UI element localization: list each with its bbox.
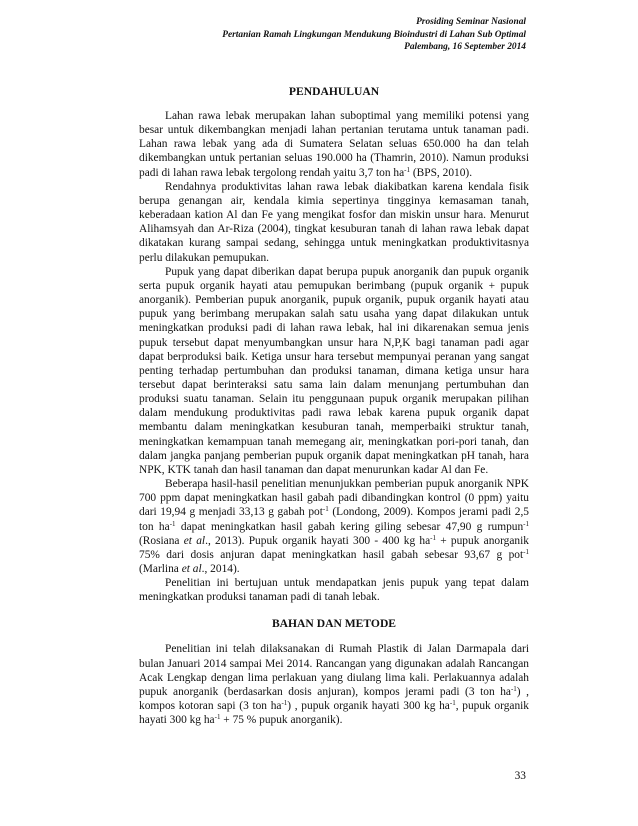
running-header [222, 16, 526, 54]
header-proceedings-title: Prosiding Seminar Nasional [416, 17, 526, 27]
paragraph-intro-5: Penelitian ini bertujuan untuk mendapatkan jenis pupuk yang tepat dalam meningkatkan produksi tanaman padi di tanah lebak. [139, 577, 529, 604]
paragraph-intro-2: Rendahnya produktivitas lahan rawa lebak diakibatkan karena kendala fisik berupa genangan air, kendala kimia sepertinya tingginya kemasaman tanah, keberadaan kation Al dan Fe yang mengikat fosfor dan miskin unsur hara. Menurut Alihamsyah dan Ar-Riza (2004), tingkat kesuburan tanah di lahan rawa lebak dapat dikatakan kurang sampai sedang, sehingga untuk meningkatkan produktivitasnya perlu dilakukan pemupukan. [139, 180, 529, 264]
section-heading-bahan-dan-metode: BAHAN DAN METODE [271, 617, 397, 631]
paragraph-intro-3: Pupuk yang dapat diberikan dapat berupa pupuk anorganik dan pupuk organik serta pupuk organik hayati atau pemupukan berimbang (pupuk organik + pupuk anorganik). Pemberian pupuk anorganik, pupuk organik, pupuk organik hayati atau pupuk yang berimbang merupakan salah satu usaha yang dapat dilakukan untuk meningkatkan produksi padi di lahan rawa lebak, hal ini dikarenakan semua jenis pupuk tersebut dapat menyumbangkan unsur hara N,P,K bagi tanaman padi agar dapat berproduksi baik. Ketiga unsur hara tersebut mempunyai peranan yang sangat penting terhadap pertumbuhan dan produksi tanaman, dimana ketiga unsur hara tersebut dapat berinteraksi satu sama lain dalam menunjang pertumbuhan dan produksi suatu tanaman. Selain itu penggunaan pupuk organik merupakan pilihan dalam mendukung produktivitas padi rawa lebak karena pupuk organik dapat membantu dalam meningkatkan kesuburan tanah, memperbaiki struktur tanah, meningkatkan kemampuan tanah memegang air, meningkatkan pori-pori tanah, dan dalam jangka panjang pemberian pupuk organik dapat meningkatkan pH tanah, hara NPK, KTK tanah dan hasil tanaman dan dapat menurunkan kadar Al dan Fe. [139, 265, 529, 476]
header-place-date: Palembang, 16 September 2014 [404, 42, 526, 53]
paragraph-intro-4: Beberapa hasil-hasil penelitian menunjukkan pemberian pupuk anorganik NPK 700 ppm dapat meningkatkan hasil gabah padi dibandingkan kontrol (0 ppm) yaitu dari 19,94 g menjadi 33,13 g gabah pot$^{-1}$ (Londong, 2009). Kompos jerami padi 2,5 ton $ha^{-1}$ dapat meningkatkan hasil gabah kering giling sebesar 47,90 g rumpun$^{-1}$ (Rosiana et al., 2013). Pupuk organik hayati 300 - 400 kg $ha^{-1}$ + pupuk anorganik 75% dari dosis anjuran dapat meningkatkan hasil gabah sebesar 93,67 g pot$^{-1}$ (Marlina et al., 2014). [139, 478, 530, 575]
paragraph-intro-1: Lahan rawa lebak merupakan lahan suboptimal yang memiliki potensi yang besar untuk dikembangkan menjadi lahan pertanian terutama untuk tanaman padi. Lahan rawa lebak yang ada di Sumatera Selatan seluas 650.000 ha dan telah dikembangkan untuk pertanian seluas 190.000 ha (Thamrin, 2010). Namun produksi padi di lahan rawa lebak tergolong rendah yaitu 3,7 ton $ha^{-1}$ (BPS, 2010). [139, 110, 529, 179]
paragraph-methods-1: Penelitian ini telah dilaksanakan di Rumah Plastik di Jalan Darmapala dari bulan Januari 2014 sampai Mei 2014. Rancangan yang digunakan adalah Rancangan Acak Lengkap dengan lima perlakuan yang diulang lima kali. Perlakuannya adalah pupuk anorganik (berdasarkan dosis anjuran), kompos jerami padi (3 ton $ha^{-1}$) , kompos kotoran sapi (3 ton $ha^{-1}$) , pupuk organik hayati 300 kg $ha^{-1}$, pupuk organik hayati 300 kg $ha^{-1} + 75$ % pupuk anorganik). [139, 643, 530, 727]
section-heading-pendahuluan: PENDAHULUAN [288, 85, 380, 98]
page-number: 33 [514, 770, 526, 782]
body-text [139, 83, 529, 727]
header-seminar-theme: Pertanian Ramah Lingkungan Mendukung Bioindustri di Lahan Sub Optimal [222, 29, 526, 40]
